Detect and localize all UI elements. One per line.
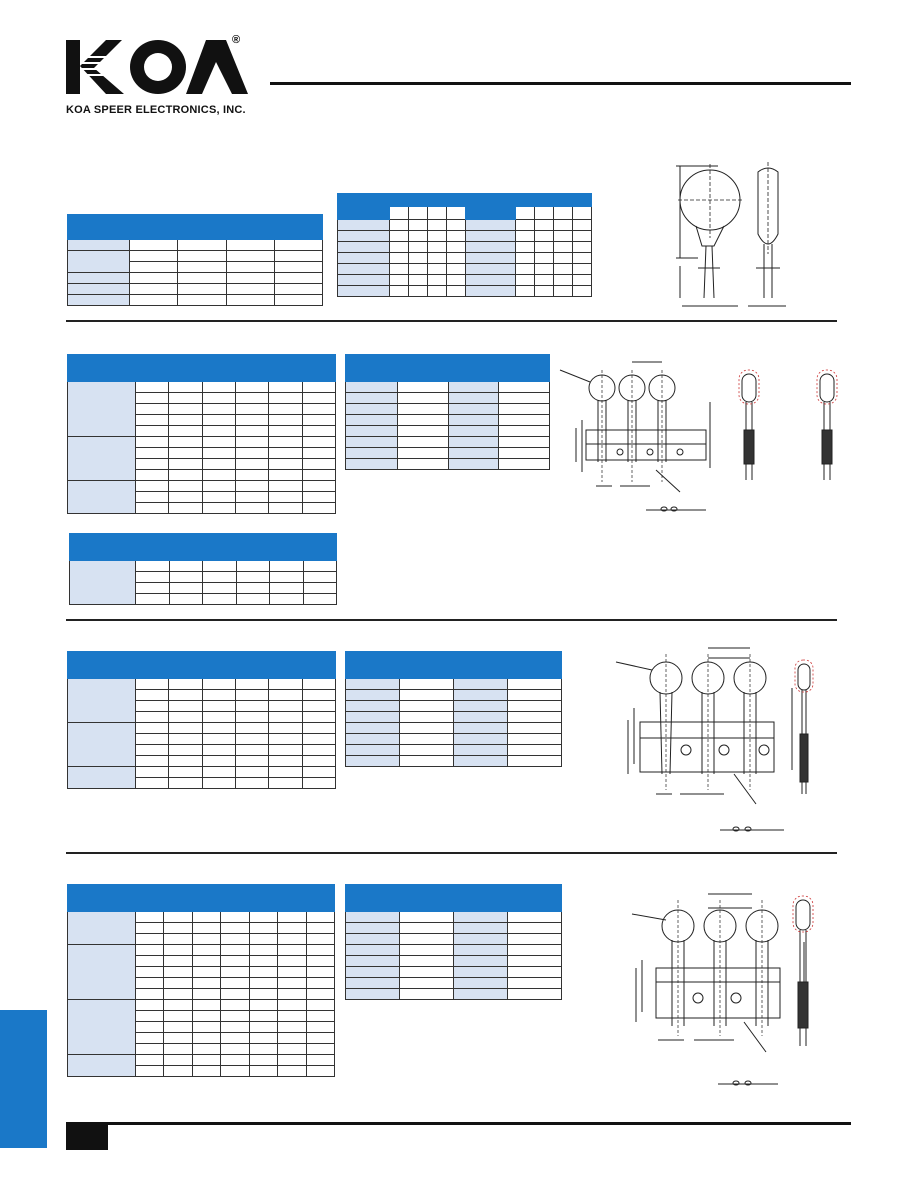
- section4-table-right: [345, 884, 562, 1000]
- section1-table-right: [337, 193, 592, 297]
- header-rule: [270, 82, 851, 85]
- section4-table-left: [67, 884, 335, 1077]
- section3-tape-diagram: [616, 644, 816, 844]
- company-name: KOA SPEER ELECTRONICS, INC.: [66, 104, 246, 116]
- section1-dimension-diagram: [668, 158, 788, 314]
- section4-tape-diagram: [628, 886, 828, 1098]
- registered-mark: ®: [232, 34, 241, 46]
- section-divider-1: [66, 320, 837, 322]
- section-divider-2: [66, 619, 837, 621]
- section2-table-right: [345, 354, 550, 470]
- section3-table-left: [67, 651, 336, 789]
- section1-table-left: [67, 214, 323, 306]
- section2-table-bottom: [69, 533, 337, 605]
- section-side-tab: [0, 1010, 47, 1148]
- section2-tape-diagram: [560, 362, 720, 518]
- koa-logo: [66, 34, 250, 104]
- section2-table-left: [67, 354, 336, 514]
- section2-side-views: [736, 368, 848, 488]
- section-divider-3: [66, 852, 837, 854]
- section3-table-right: [345, 651, 562, 767]
- footer-rule: [108, 1122, 851, 1125]
- page-number-box: [66, 1122, 108, 1150]
- koa-logo-mark: [66, 38, 250, 104]
